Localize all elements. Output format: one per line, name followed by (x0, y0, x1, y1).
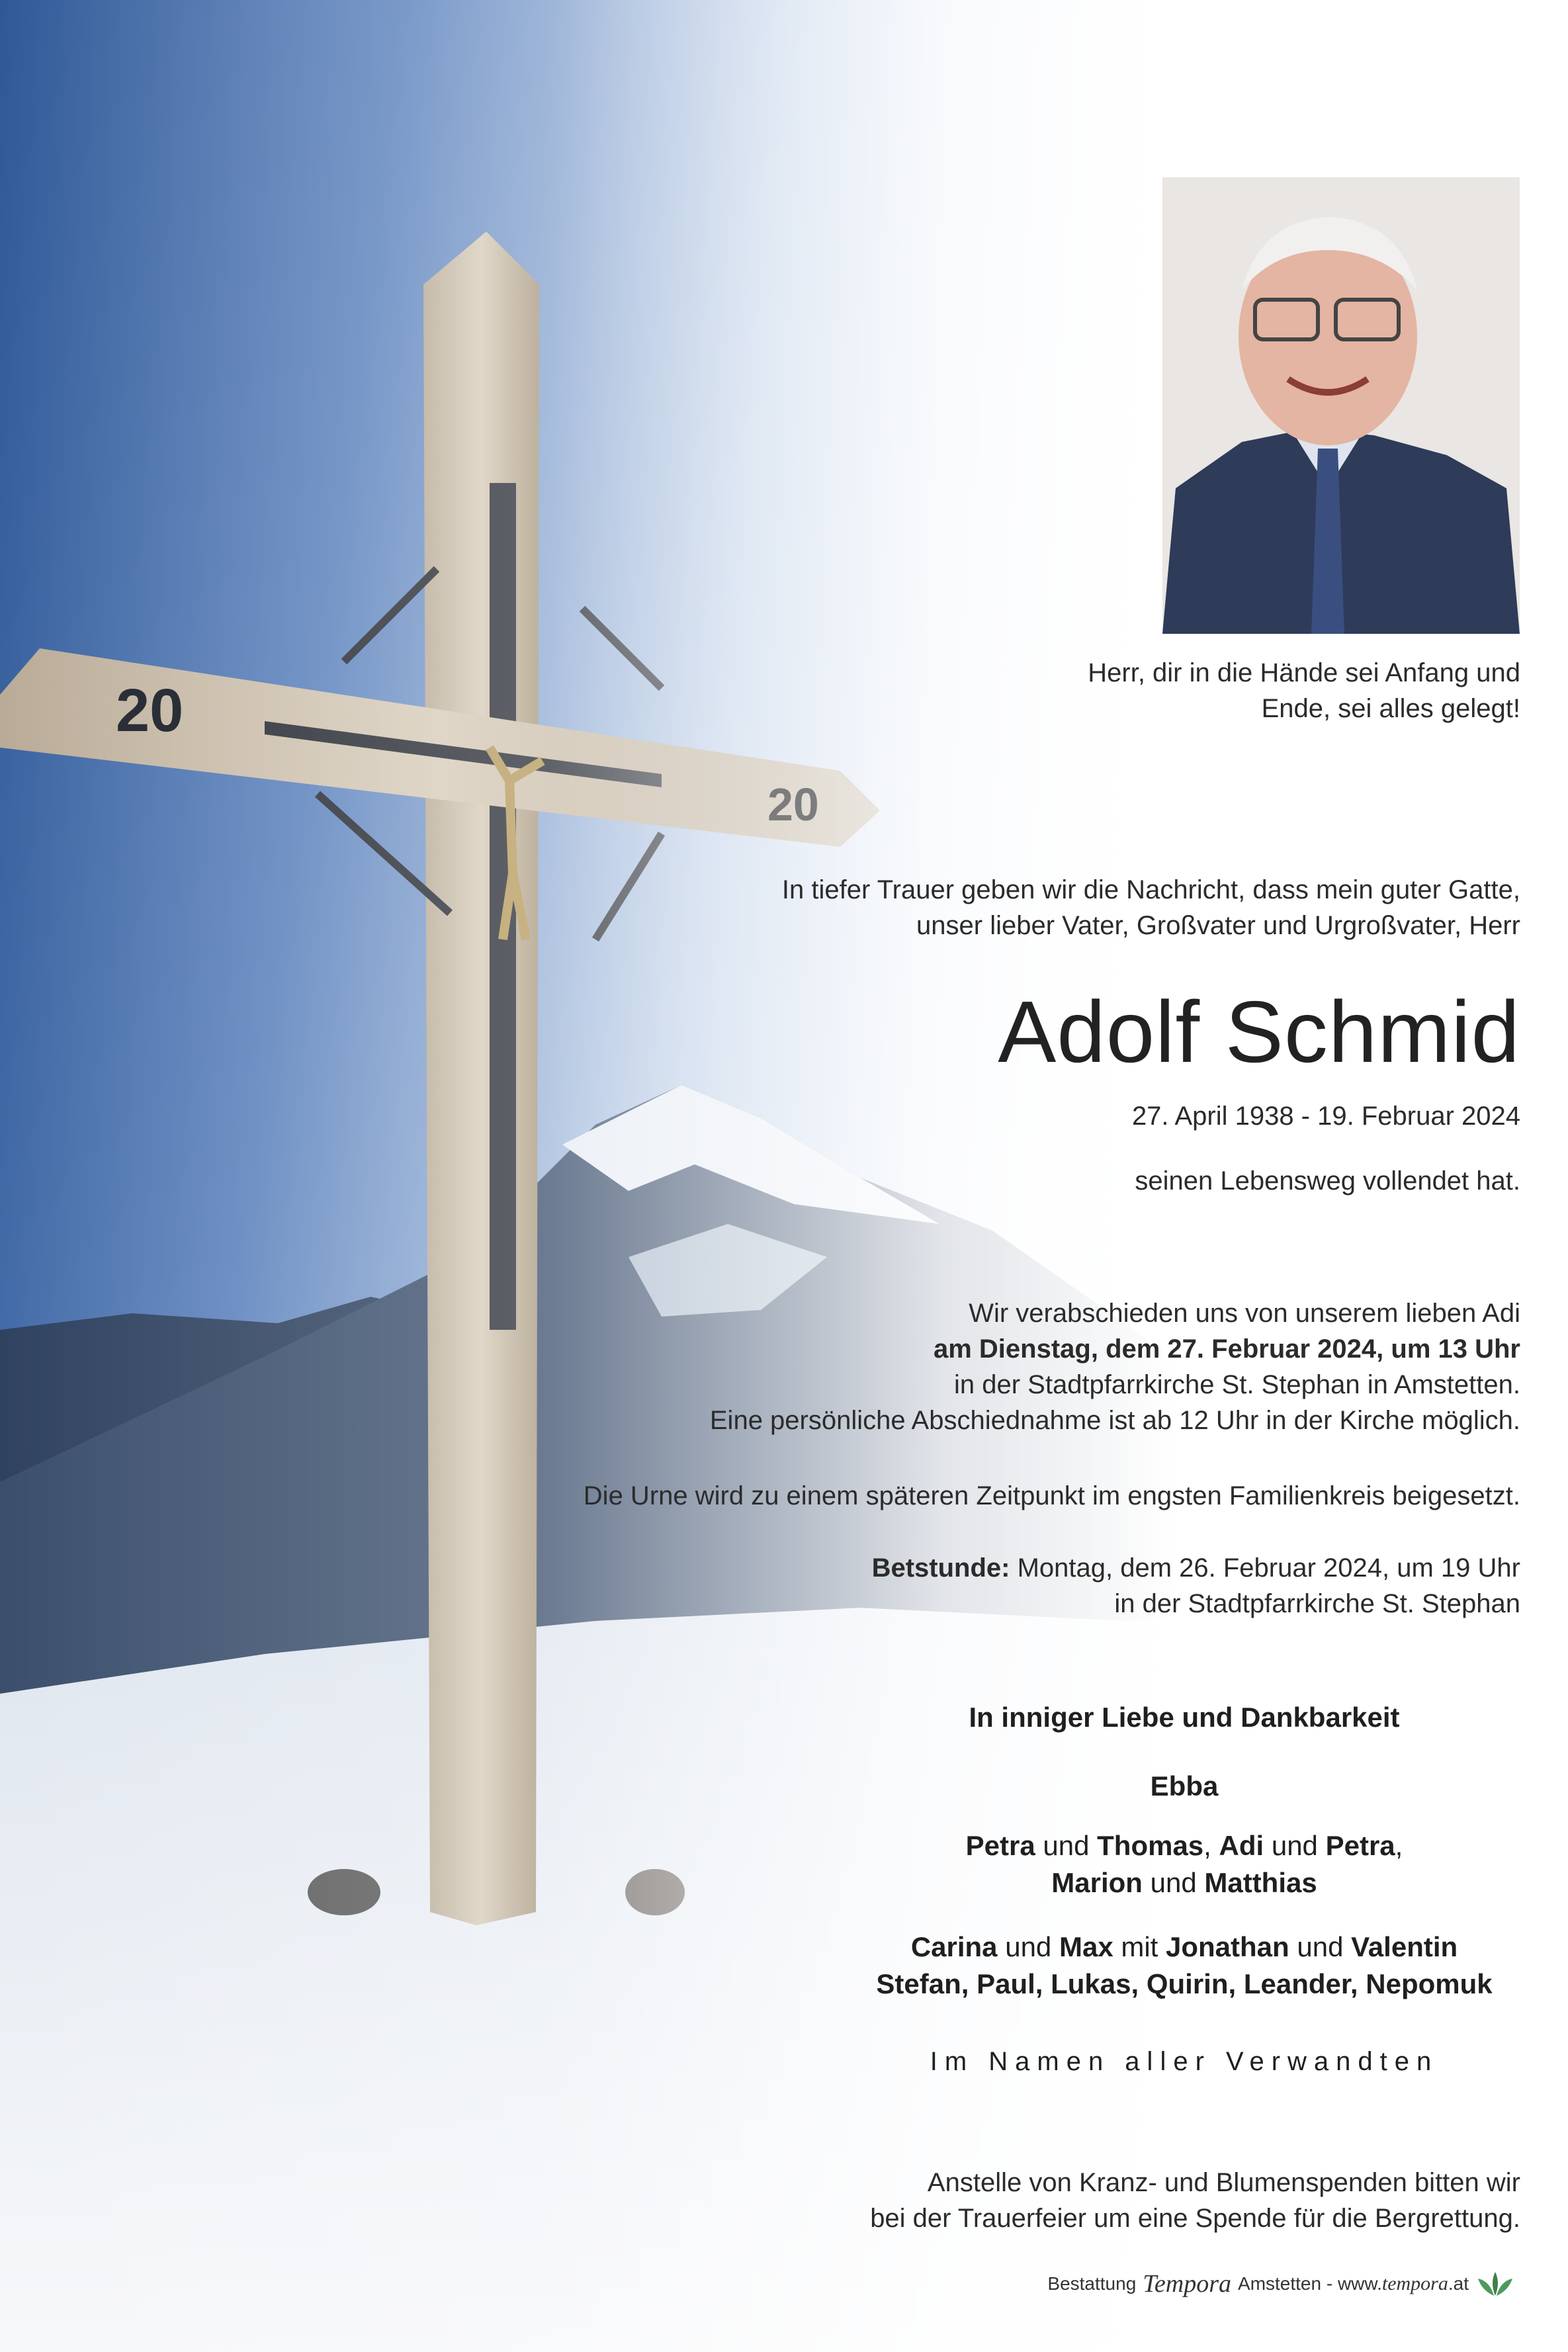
children-names: Petra und Thomas, Adi und Petra, Marion und Matthias (965, 1830, 1403, 1898)
footer-url-brand: tempora (1381, 2273, 1448, 2294)
portrait-photo (1162, 177, 1520, 634)
service-date: am Dienstag, dem 27. Februar 2024, um 13 Uhr (933, 1334, 1520, 1364)
cross-number-left: 20 (116, 677, 184, 744)
footer-brand: Tempora (1143, 2270, 1232, 2298)
grandchildren-names: Carina und Max mit Jonathan und Valentin Stefan, Paul, Lukas, Quirin, Leander, Nepomuk (876, 1931, 1493, 1999)
prayer-line: Montag, dem 26. Februar 2024, um 19 Uhr (1010, 1553, 1520, 1583)
footer-suffix: Amstetten - www. (1238, 2273, 1382, 2294)
farewell-line: Eine persönliche Abschiednahme ist ab 12 Uhr in der Kirche möglich. (709, 1406, 1520, 1435)
life-dates: 27. April 1938 - 19. Februar 2024 (1131, 1102, 1520, 1131)
footer-prefix: Bestattung (1047, 2273, 1137, 2294)
leaf-logo-icon (1475, 2271, 1515, 2297)
verse-line: Herr, dir in die Hände sei Anfang und (1088, 658, 1520, 687)
verse-line: Ende, sei alles gelegt! (1261, 694, 1520, 723)
intro-line: In tiefer Trauer geben wir die Nachricht, dass mein guter Gatte, (781, 875, 1520, 904)
prayer-block (872, 1550, 1520, 1622)
farewell-line: in der Stadtpfarrkirche St. Stephan in Amstetten. (953, 1370, 1520, 1399)
farewell-block (710, 1295, 1520, 1438)
urn-notice: Die Urne wird zu einem späteren Zeitpunkt im engsten Familienkreis beigesetzt. (583, 1481, 1520, 1510)
completed-line: seinen Lebensweg vollendet hat. (1135, 1166, 1520, 1196)
relatives-line: Im Namen aller Verwandten (930, 2047, 1439, 2076)
verse (1088, 655, 1520, 726)
spouse-name: Ebba (1150, 1770, 1219, 1802)
footer-tld: .at (1448, 2273, 1469, 2294)
donation-line: bei der Trauerfeier um eine Spende für die Bergrettung. (870, 2204, 1520, 2233)
deceased-name: Adolf Schmid (998, 983, 1520, 1080)
donation-line: Anstelle von Kranz- und Blumenspenden bitten wir (927, 2168, 1520, 2197)
farewell-line: Wir verabschieden uns von unserem lieben Adi (969, 1299, 1520, 1328)
mourners-heading: In inniger Liebe und Dankbarkeit (969, 1702, 1400, 1733)
cross-number-right: 20 (767, 779, 819, 830)
prayer-line: in der Stadtpfarrkirche St. Stephan (1114, 1589, 1520, 1618)
donation-notice (870, 2165, 1520, 2236)
prayer-label: Betstunde: (871, 1553, 1010, 1583)
intro-line: unser lieber Vater, Großvater und Urgroßvater, Herr (916, 911, 1520, 940)
funeral-home-footer (1047, 2269, 1515, 2298)
announcement-intro (782, 872, 1520, 943)
